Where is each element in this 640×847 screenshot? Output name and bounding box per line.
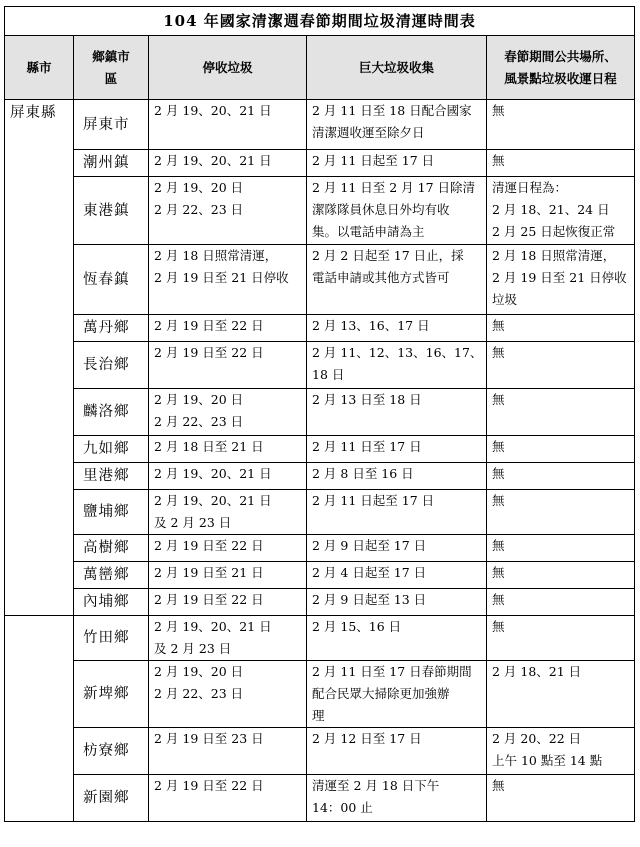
header-town-line1: 鄉鎮市 [92,48,130,64]
bulky-cell [307,315,487,342]
bulky-line: 電話申請或其他方式皆可 [312,270,450,285]
bulky-line: 2 月 2 日起至 17 日止，採 [312,248,464,263]
public-line: 無 [492,538,505,553]
bulky-line: 2 月 11 日至 17 日 [312,439,422,454]
bulky-line: 2 月 11 日至 2 月 17 日除清 [312,180,476,195]
stop-cell [149,535,307,562]
public-line: 2 月 25 日起恢復正常 [492,224,616,239]
public-line: 無 [492,103,505,118]
bulky-cell [307,490,487,535]
public-line: 2 月 20、22 日 [492,731,582,746]
bulky-line: 18 日 [312,367,345,382]
bulky-cell [307,562,487,589]
bulky-cell [307,245,487,315]
bulky-line: 2 月 11、12、13、16、17、 [312,345,483,360]
bulky-line: 2 月 4 日起至 17 日 [312,565,427,580]
table-row [5,490,635,535]
table-row [5,463,635,490]
bulky-line: 集。以電話申請為主 [312,224,425,239]
stop-line: 2 月 18 日照常清運， [154,248,278,263]
bulky-line: 2 月 11 日至 18 日配合國家 [312,103,472,118]
stop-cell [149,342,307,389]
stop-line: 2 月 22、23 日 [154,414,244,429]
stop-cell [149,150,307,177]
stop-line: 2 月 19、20 日 [154,664,244,679]
bulky-cell [307,177,487,245]
bulky-line: 2 月 9 日起至 13 日 [312,592,427,607]
bulky-cell [307,616,487,661]
bulky-line: 2 月 11 日起至 17 日 [312,153,435,168]
bulky-line: 配合民眾大掃除更加強辦 [312,686,450,701]
stop-cell [149,436,307,463]
stop-line: 2 月 19 日至 23 日 [154,731,264,746]
public-cell [487,616,635,661]
header-town [74,36,149,100]
header-public-places [487,36,635,100]
town-cell: 屏東市 [74,100,149,150]
public-line: 無 [492,392,505,407]
town-cell: 內埔鄉 [74,589,149,616]
public-cell [487,589,635,616]
table-row [5,315,635,342]
table-row [5,535,635,562]
public-line: 清運日程為： [492,180,568,195]
table-title: 104 年國家清潔週春節期間垃圾清運時間表 [5,7,635,36]
public-line: 無 [492,592,505,607]
town-cell: 新埤鄉 [74,661,149,728]
public-line: 2 月 18、21 日 [492,664,582,679]
bulky-cell [307,463,487,490]
stop-line: 2 月 19、20、21 日 [154,153,272,168]
public-line: 無 [492,565,505,580]
public-line: 2 月 18、21、24 日 [492,202,610,217]
public-line: 無 [492,493,505,508]
bulky-line: 2 月 12 日至 17 日 [312,731,422,746]
bulky-cell [307,342,487,389]
table-row [5,389,635,436]
public-cell [487,661,635,728]
bulky-line: 2 月 8 日至 16 日 [312,466,414,481]
public-cell [487,436,635,463]
public-line: 垃圾 [492,292,518,307]
table-row [5,100,635,150]
public-cell [487,389,635,436]
stop-cell [149,177,307,245]
town-cell: 潮州鎮 [74,150,149,177]
public-line: 無 [492,153,505,168]
stop-cell [149,315,307,342]
header-county: 縣市 [5,36,74,100]
stop-cell [149,562,307,589]
header-stop-collection: 停收垃圾 [149,36,307,100]
table-row [5,342,635,389]
stop-cell [149,728,307,775]
table-row [5,661,635,728]
public-cell [487,342,635,389]
public-line: 無 [492,345,505,360]
bulky-cell [307,661,487,728]
stop-line: 2 月 19、20 日 [154,392,244,407]
bulky-cell [307,150,487,177]
stop-line: 2 月 19、20、21 日 [154,619,272,634]
town-cell: 鹽埔鄉 [74,490,149,535]
stop-cell [149,775,307,822]
stop-line: 2 月 22、23 日 [154,686,244,701]
stop-cell [149,100,307,150]
public-cell [487,315,635,342]
table-row [5,436,635,463]
stop-line: 2 月 19 日至 22 日 [154,538,264,553]
bulky-line: 2 月 15、16 日 [312,619,402,634]
stop-cell [149,463,307,490]
stop-line: 2 月 22、23 日 [154,202,244,217]
county-cell: 屏東縣 [5,100,74,616]
stop-line: 及 2 月 23 日 [154,641,232,656]
public-cell [487,490,635,535]
bulky-cell [307,535,487,562]
public-cell [487,177,635,245]
schedule-body [5,100,635,822]
bulky-line: 2 月 13 日至 18 日 [312,392,422,407]
stop-line: 2 月 19 日至 21 日停收 [154,270,289,285]
stop-cell [149,490,307,535]
schedule-table [4,6,635,822]
town-cell: 九如鄉 [74,436,149,463]
town-cell: 萬丹鄉 [74,315,149,342]
bulky-line: 2 月 9 日起至 17 日 [312,538,427,553]
bulky-cell [307,100,487,150]
public-line: 上午 10 點至 14 點 [492,753,603,768]
stop-line: 2 月 19 日至 22 日 [154,592,264,607]
public-cell [487,562,635,589]
bulky-line: 清潔週收運至除夕日 [312,125,425,140]
public-line: 2 月 19 日至 21 日停收 [492,270,627,285]
table-row [5,245,635,315]
public-line: 無 [492,466,505,481]
stop-cell [149,589,307,616]
bulky-line: 潔隊隊員休息日外均有收 [312,202,450,217]
public-cell [487,535,635,562]
stop-line: 2 月 19、20、21 日 [154,493,272,508]
public-line: 無 [492,318,505,333]
public-cell [487,100,635,150]
bulky-line: 2 月 11 日至 17 日春節期間 [312,664,472,679]
stop-line: 2 月 19、20、21 日 [154,103,272,118]
public-line: 無 [492,619,505,634]
town-cell: 麟洛鄉 [74,389,149,436]
bulky-line: 理 [312,708,325,723]
stop-cell [149,616,307,661]
town-cell: 竹田鄉 [74,616,149,661]
bulky-cell [307,589,487,616]
stop-line: 2 月 19 日至 22 日 [154,778,264,793]
town-cell: 里港鄉 [74,463,149,490]
town-cell: 萬巒鄉 [74,562,149,589]
bulky-line: 14：00 止 [312,800,373,815]
stop-line: 2 月 18 日至 21 日 [154,439,264,454]
header-bulky-collection: 巨大垃圾收集 [307,36,487,100]
stop-line: 2 月 19 日至 22 日 [154,318,264,333]
stop-line: 2 月 19、20、21 日 [154,466,272,481]
table-row [5,589,635,616]
stop-cell [149,389,307,436]
public-line: 無 [492,778,505,793]
bulky-line: 2 月 13、16、17 日 [312,318,430,333]
header-public-line1: 春節期間公共場所、 [504,48,617,64]
stop-line: 及 2 月 23 日 [154,515,232,530]
town-cell: 枋寮鄉 [74,728,149,775]
bulky-cell [307,389,487,436]
table-row [5,616,635,661]
stop-cell [149,245,307,315]
town-cell: 東港鎮 [74,177,149,245]
header-town-line2: 區 [104,70,118,86]
bulky-cell [307,775,487,822]
stop-line: 2 月 19、20 日 [154,180,244,195]
town-cell: 恆春鎮 [74,245,149,315]
table-row [5,177,635,245]
header-public-line2: 風景點垃圾收運日程 [504,70,617,86]
bulky-line: 清運至 2 月 18 日下午 [312,778,440,793]
public-cell [487,150,635,177]
public-cell [487,728,635,775]
table-row [5,775,635,822]
stop-line: 2 月 19 日至 21 日 [154,565,264,580]
public-cell [487,245,635,315]
public-line: 無 [492,439,505,454]
town-cell: 長治鄉 [74,342,149,389]
stop-line: 2 月 19 日至 22 日 [154,345,264,360]
public-line: 2 月 18 日照常清運， [492,248,616,263]
table-row [5,562,635,589]
public-cell [487,775,635,822]
table-row [5,150,635,177]
town-cell: 高樹鄉 [74,535,149,562]
bulky-cell [307,728,487,775]
schedule-document [4,6,634,822]
bulky-cell [307,436,487,463]
county-cell-continued [5,616,74,822]
table-row [5,728,635,775]
stop-cell [149,661,307,728]
bulky-line: 2 月 11 日起至 17 日 [312,493,435,508]
town-cell: 新園鄉 [74,775,149,822]
public-cell [487,463,635,490]
